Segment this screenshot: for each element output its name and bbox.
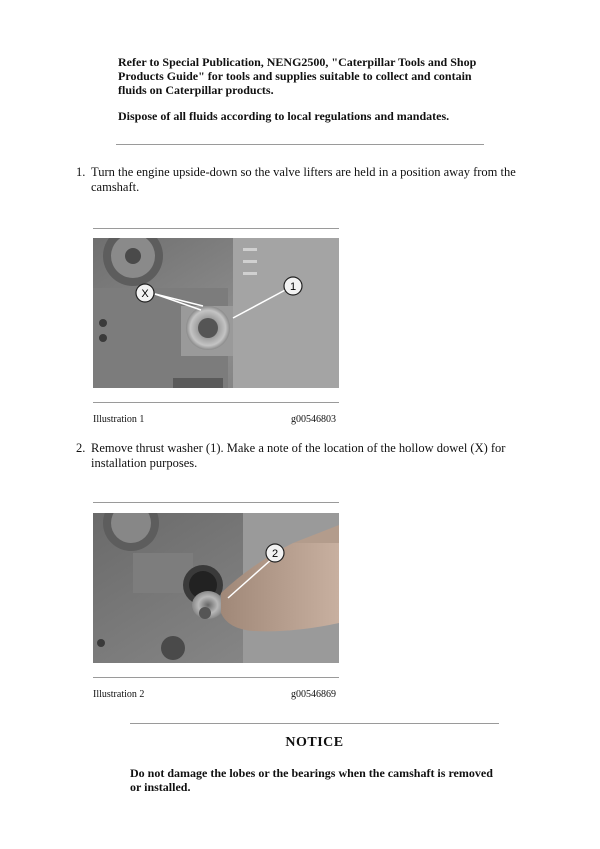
camshaft-end xyxy=(192,591,224,619)
illustration-2-id: g00546869 xyxy=(291,689,336,700)
illustration-1-label: Illustration 1 xyxy=(93,414,145,425)
callout-x xyxy=(136,284,154,302)
notice-top-rule xyxy=(130,723,499,724)
callout-x-label: X xyxy=(141,288,149,300)
step-1-number: 1. xyxy=(76,165,86,179)
illustration-1-id: g00546803 xyxy=(291,414,336,425)
illustration-1-top-rule xyxy=(93,228,339,229)
fluid-reference-note: Refer to Special Publication, NENG2500, "Caterpillar Tools and Shop Products Guide" for tools and supplies suitable to collect and contain fluids on Caterpillar products. xyxy=(118,55,477,97)
notice-text: Do not damage the lobes or the bearings when the camshaft is removed or installed. xyxy=(130,766,493,794)
step-2-number: 2. xyxy=(76,441,86,455)
step-2-text: Remove thrust washer (1). Make a note of the location of the hollow dowel (X) for installation purposes. xyxy=(91,441,506,470)
illustration-1-bottom-rule xyxy=(93,402,339,403)
illustration-2-top-rule xyxy=(93,502,339,503)
illustration-2-photo xyxy=(93,513,339,663)
illustration-2-label: Illustration 2 xyxy=(93,689,145,700)
thrust-washer-boss xyxy=(181,306,233,356)
notice-end-rule xyxy=(116,144,484,145)
illustration-2-bottom-rule xyxy=(93,677,339,678)
callout-1-label: 1 xyxy=(289,281,297,293)
notice-title: NOTICE xyxy=(285,735,344,750)
fluid-dispose-note: Dispose of all fluids according to local regulations and mandates. xyxy=(118,109,450,123)
callout-2-label: 2 xyxy=(271,548,279,560)
step-1-text: Turn the engine upside-down so the valve lifters are held in a position away from the camshaft. xyxy=(91,165,516,194)
illustration-1-photo xyxy=(93,238,339,388)
callout-1 xyxy=(284,277,302,295)
callout-2 xyxy=(266,544,284,562)
